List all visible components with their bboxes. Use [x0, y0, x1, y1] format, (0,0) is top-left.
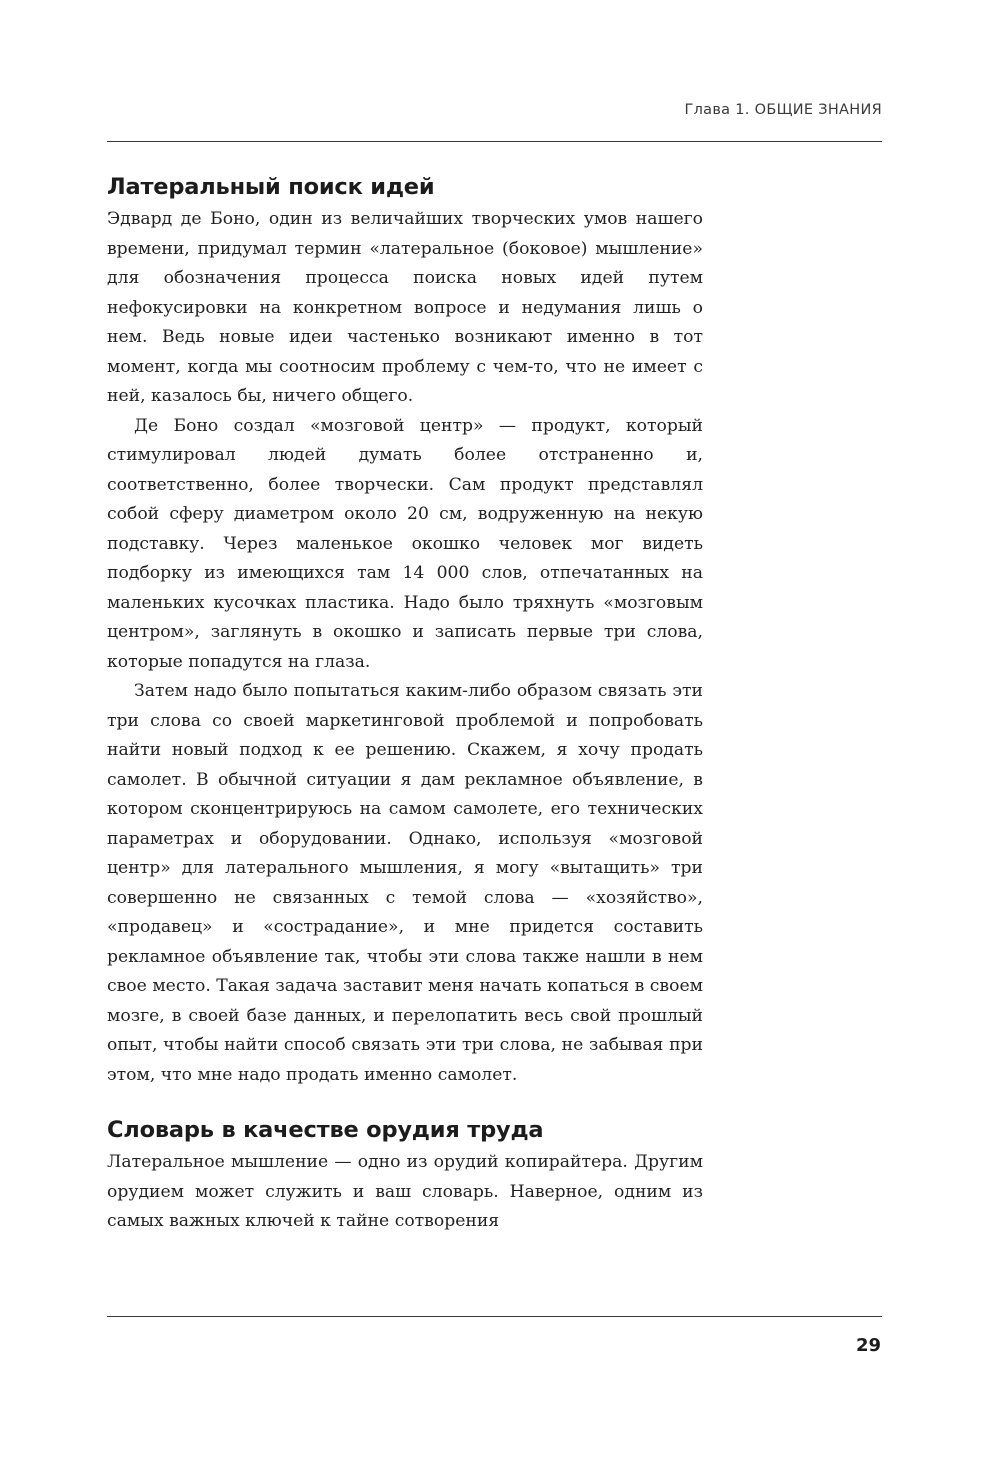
paragraph-brain-center: Де Боно создал «мозговой центр» — продукт, который стимулировал людей думать более отстраненно и, соответственно, более творчески. Сам продукт представлял собой сферу диаметром около 20 см, водруженную на некую подставку. Через маленькое окошко человек мог видеть подборку из имеющихся там 14 000 слов, отпечатанных на маленьких кусочках пластика. Надо было тряхнуть «мозговым центром», заглянуть в окошко и записать первые три слова, которые попадутся на глаза. — [107, 415, 703, 672]
paragraph-de-bono-intro: Эдвард де Боно, один из величайших творческих умов нашего времени, придумал термин «латеральное (боковое) мышление» для обозначения процесса поиска новых идей путем нефокусировки на конкретном вопросе и недумания лишь о нем. Ведь новые идеи частенько возникают именно в тот момент, когда мы соотносим проблему с чем-то, что не имеет с ней, казалось бы, ничего общего. — [107, 209, 703, 406]
section-heading-lateral-search: Латеральный поиск идей — [107, 174, 435, 200]
page-number: 29 — [855, 1335, 881, 1356]
paragraph-airplane-example: Затем надо было попытаться каким-либо образом связать эти три слова со своей маркетинговой проблемой и попробовать найти новый подход к ее решению. Скажем, я хочу продать самолет. В обычной ситуации я дам рекламное объявление, в котором сконцентрируюсь на самом самолете, его технических параметрах и оборудовании. Однако, используя «мозговой центр» для латерального мышления, я могу «вытащить» три совершенно не связанных с темой слова — «хозяйство», «продавец» и «сострадание», и мне придется составить рекламное объявление так, чтобы эти слова также нашли в нем свое место. Такая задача заставит меня начать копаться в своем мозге, в своей базе данных, и перелопатить весь свой прошлый опыт, чтобы найти способ связать эти три слова, не забывая при этом, что мне надо продать именно самолет. — [107, 681, 703, 1085]
paragraph-dictionary-intro: Латеральное мышление — одно из орудий копирайтера. Другим орудием может служить и ваш словарь. Наверное, одним из самых важных ключей к тайне сотворения — [107, 1152, 703, 1231]
header-rule — [107, 141, 882, 142]
page-body — [107, 171, 703, 1237]
section-heading-dictionary: Словарь в качестве орудия труда — [107, 1117, 544, 1143]
running-head: Глава 1. ОБЩИЕ ЗНАНИЯ — [684, 102, 882, 118]
footer-rule — [107, 1316, 882, 1317]
